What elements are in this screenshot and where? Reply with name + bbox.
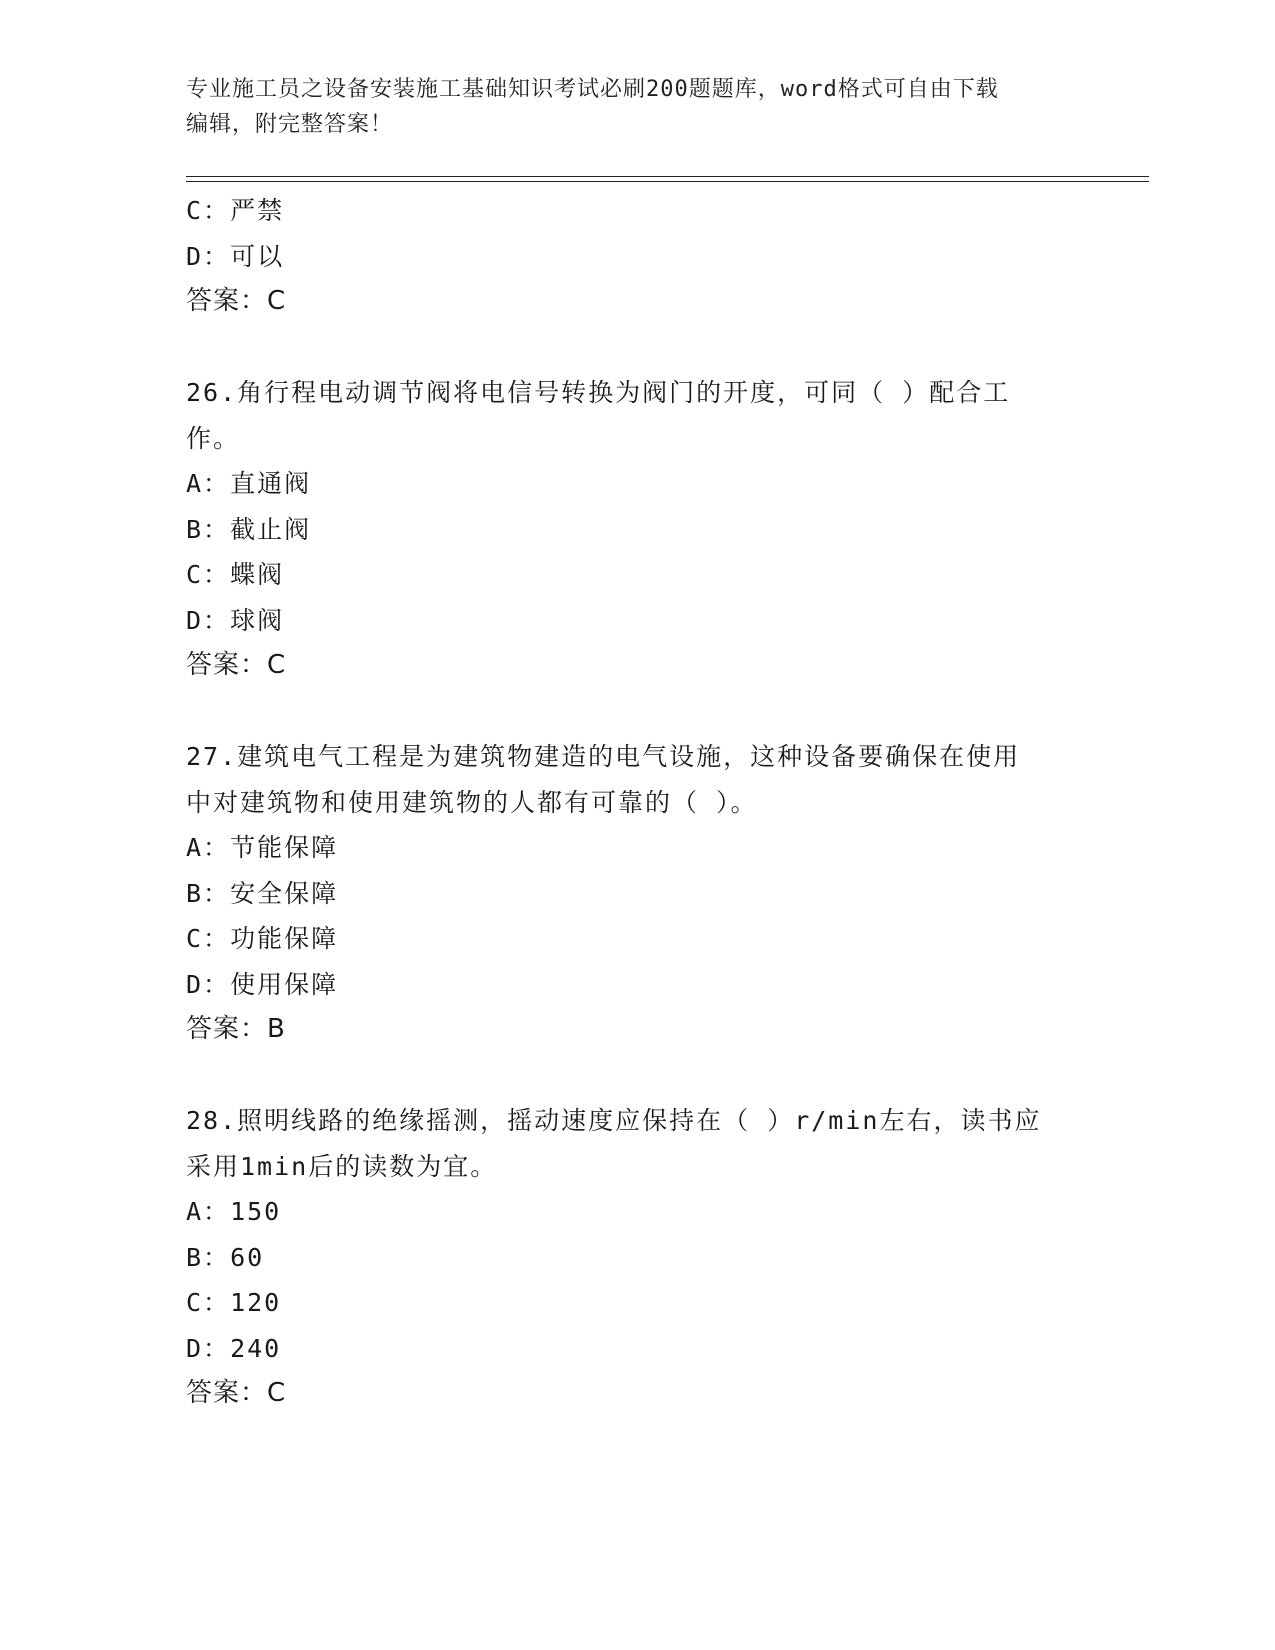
option-text: 功能保障: [230, 924, 339, 953]
option-row: [186, 1235, 1086, 1281]
answer-line: 答案：B: [186, 1014, 286, 1044]
question-27: [186, 734, 1086, 1053]
option-label: D：: [186, 241, 231, 271]
option-row: [186, 1280, 1086, 1326]
option-text: 150: [230, 1197, 282, 1226]
question-stem-line-1: 26.角行程电动调节阀将电信号转换为阀门的开度，可同（ ）配合工: [186, 378, 1011, 407]
option-label: A：: [186, 1197, 231, 1226]
option-row: [186, 598, 1086, 644]
question-stem-line-1: 27.建筑电气工程是为建筑物建造的电气设施，这种设备要确保在使用: [186, 742, 1021, 771]
option-row: [186, 461, 1086, 507]
option-label: C：: [186, 196, 231, 225]
option-label: D：: [186, 605, 231, 635]
question-26: [186, 370, 1086, 689]
option-label: D：: [186, 1333, 231, 1363]
option-label: B：: [186, 878, 231, 908]
header-divider-bottom: [186, 181, 1149, 182]
option-label: C：: [186, 560, 231, 589]
document-header: [186, 72, 1086, 142]
option-row: [186, 1326, 1086, 1372]
option-text: 60: [230, 1242, 265, 1272]
header-title-line-2: 编辑，附完整答案！: [186, 112, 394, 137]
option-row: [186, 552, 1086, 598]
option-row: [186, 916, 1086, 962]
question-stem-line-1: 28.照明线路的绝缘摇测，摇动速度应保持在（ ）r/min左右，读书应: [186, 1106, 1042, 1135]
option-text: 120: [230, 1288, 282, 1317]
option-label: C：: [186, 924, 231, 953]
option-text: 使用保障: [230, 969, 339, 999]
option-text: 球阀: [230, 605, 285, 635]
option-row: [186, 234, 1086, 280]
header-title-line-1: 专业施工员之设备安装施工基础知识考试必刷200题题库，word格式可自由下载: [186, 77, 999, 102]
spacer: [186, 1053, 1086, 1099]
option-text: 严禁: [230, 196, 285, 225]
header-divider-top: [186, 176, 1149, 177]
option-row: [186, 188, 1086, 234]
option-row: [186, 871, 1086, 917]
spacer: [186, 325, 1086, 371]
option-row: [186, 962, 1086, 1008]
option-row: [186, 825, 1086, 871]
spacer: [186, 689, 1086, 735]
question-stem-line-2: 采用1min后的读数为宜。: [186, 1151, 498, 1181]
option-text: 240: [230, 1333, 282, 1363]
option-label: C：: [186, 1288, 231, 1317]
answer-line: 答案：C: [186, 1378, 287, 1408]
option-row: [186, 1189, 1086, 1235]
option-label: A：: [186, 469, 231, 498]
option-text: 直通阀: [230, 469, 312, 498]
previous-question-tail: [186, 188, 1086, 325]
option-text: 安全保障: [230, 878, 339, 908]
answer-line: 答案：C: [186, 286, 287, 316]
option-row: [186, 507, 1086, 553]
option-label: A：: [186, 833, 231, 862]
option-label: B：: [186, 514, 231, 544]
answer-line: 答案：C: [186, 650, 287, 680]
question-28: [186, 1098, 1086, 1417]
document-content: [186, 188, 1086, 1417]
option-text: 截止阀: [230, 514, 312, 544]
question-stem-line-2: 中对建筑物和使用建筑物的人都有可靠的（ ）。: [186, 787, 758, 817]
question-stem-line-2: 作。: [186, 423, 241, 453]
option-label: B：: [186, 1242, 231, 1272]
option-text: 可以: [230, 241, 285, 271]
option-text: 蝶阀: [230, 560, 285, 589]
option-text: 节能保障: [230, 833, 339, 862]
option-label: D：: [186, 969, 231, 999]
